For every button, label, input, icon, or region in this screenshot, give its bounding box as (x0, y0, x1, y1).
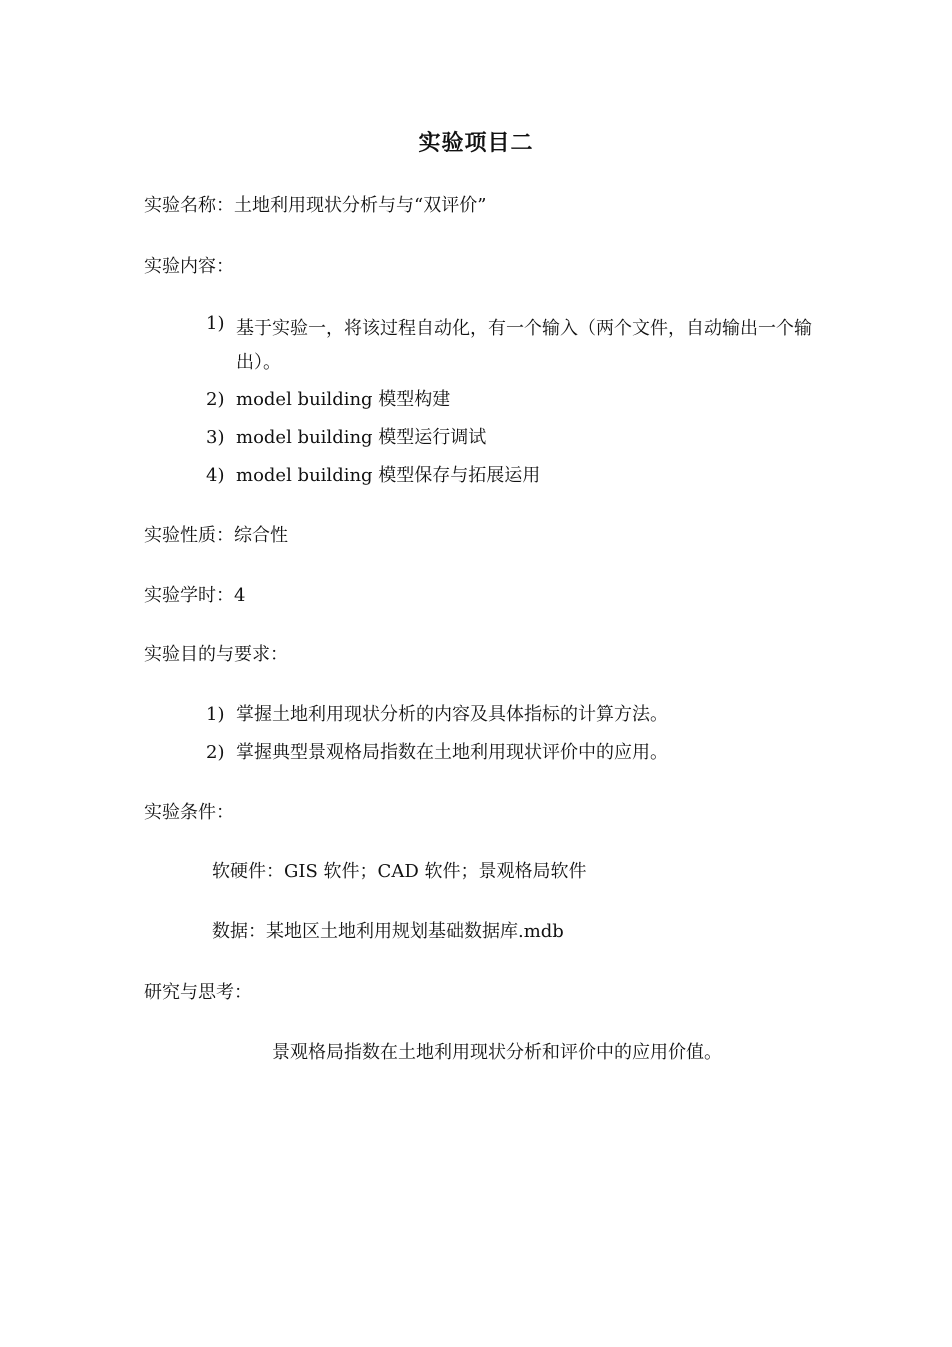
content-item-text: model building 模型构建 (236, 389, 451, 410)
content-item-3 (206, 426, 486, 450)
goal-label: 实验目的与要求： (144, 644, 288, 665)
content-label: 实验内容： (144, 256, 234, 277)
research-text: 景观格局指数在土地利用现状分析和评价中的应用价值。 (272, 1042, 722, 1063)
experiment-hours: 实验学时：4 (144, 585, 246, 606)
content-item-text: 基于实验一，将该过程自动化，有一个输入（两个文件，自动输出一个输出）。 (236, 318, 812, 373)
conditions-label: 实验条件： (144, 802, 234, 823)
experiment-nature: 实验性质：综合性 (144, 525, 288, 546)
goal-item-text: 掌握典型景观格局指数在土地利用现状评价中的应用。 (236, 742, 668, 763)
content-item-2 (206, 388, 450, 412)
content-item-number: 3) (206, 427, 225, 448)
content-item-number: 4) (206, 465, 225, 486)
goal-item-2 (206, 741, 668, 765)
goal-item-number: 1) (206, 704, 225, 725)
page-title: 实验项目二 (418, 130, 534, 156)
experiment-name: 实验名称：土地利用现状分析与与“双评价” (144, 195, 487, 216)
content-item-4 (206, 464, 540, 488)
goal-item-1 (206, 703, 668, 727)
content-item-text: model building 模型保存与拓展运用 (236, 465, 541, 486)
goal-item-number: 2) (206, 742, 225, 763)
content-item-number: 2) (206, 389, 225, 410)
content-item-text: model building 模型运行调试 (236, 427, 487, 448)
content-item-number: 1) (206, 313, 225, 334)
data-line: 数据：某地区土地利用规划基础数据库.mdb (212, 921, 564, 942)
content-item-1 (206, 312, 816, 380)
software-line: 软硬件：GIS 软件；CAD 软件；景观格局软件 (212, 861, 587, 882)
research-label: 研究与思考： (144, 982, 252, 1003)
goal-item-text: 掌握土地利用现状分析的内容及具体指标的计算方法。 (236, 704, 668, 725)
